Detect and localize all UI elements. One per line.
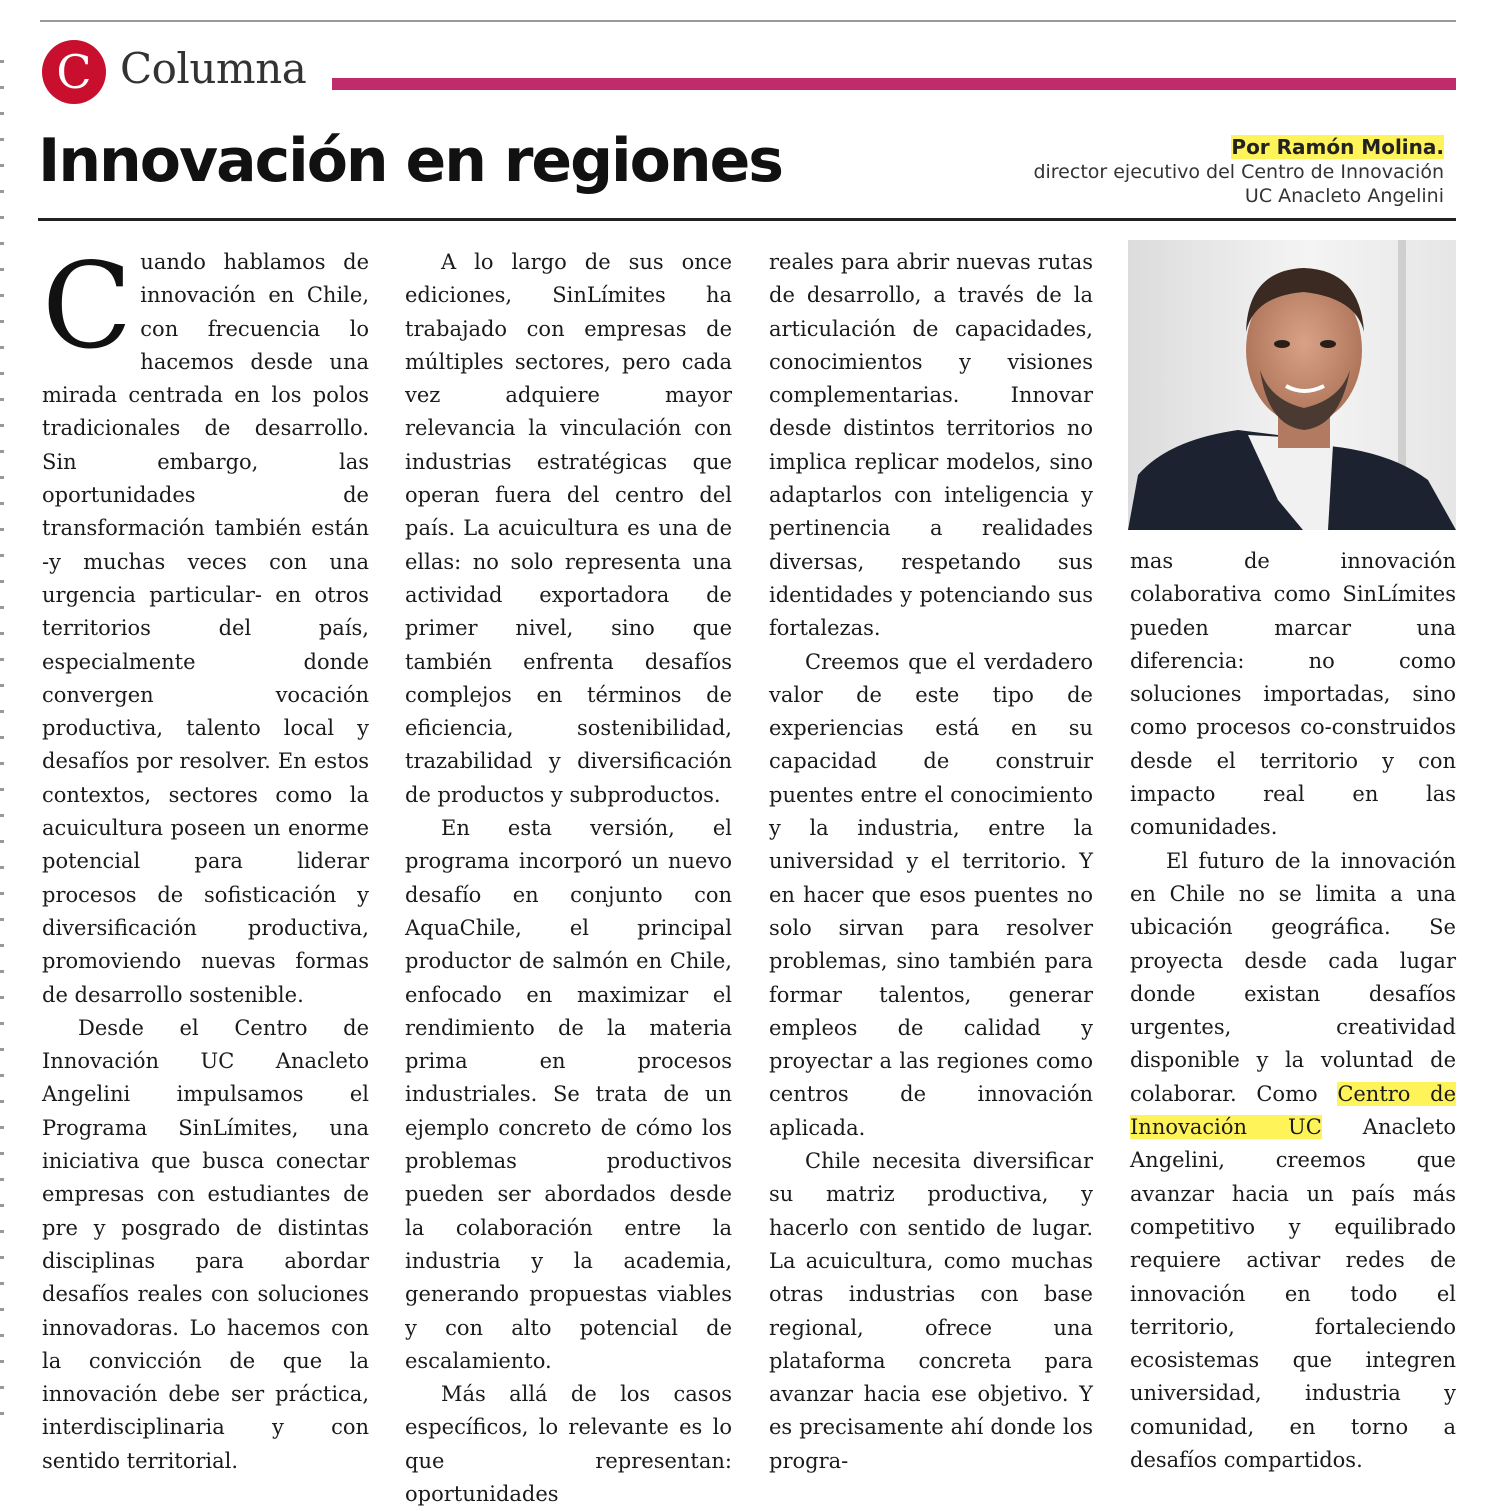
article-column-3: [769, 246, 1093, 1478]
paragraph-7b: mas de innovación colaborativa como SinLímites pueden marcar una diferencia: no como soluciones importadas, sino como procesos co-construidos desde el territorio y con impacto real en las comunidades.: [1130, 549, 1456, 840]
author-role-2: UC Anacleto Angelini: [1244, 185, 1444, 207]
highlighted-text: Centro de Innovación UC: [1130, 1081, 1456, 1140]
headline-rule: [38, 218, 1456, 221]
paragraph-3: A lo largo de sus once ediciones, SinLímites ha trabajado con empresas de múltiples sectores, pero cada vez adquiere mayor relevancia la vinculación con industrias estratégicas que operan fuera del centro del país. La acuicultura es una de ellas: no solo representa una actividad exportadora de primer nivel, sino que también enfrenta desafíos complejos en términos de eficiencia, sostenibilidad, trazabilidad y diversificación de productos y subproductos.: [405, 250, 732, 807]
paragraph-2: Desde el Centro de Innovación UC Anacleto Angelini impulsamos el Programa SinLímites, una iniciativa que busca conectar empresas con estudiantes de pre y posgrado de distintas disciplinas para abordar desafíos reales con soluciones innovadoras. Lo hacemos con la convicción de que la innovación debe ser práctica, interdisciplinaria y con sentido territorial.: [42, 1015, 369, 1473]
author-name: Por Ramón Molina.: [1231, 135, 1444, 159]
section-bar: [332, 78, 1456, 90]
paragraph-1: Cuando hablamos de innovación en Chile, con frecuencia lo hacemos desde una mirada centrada en los polos tradicionales de desarrollo. Sin embargo, las oportunidades de transformación también están -y muchas veces con una urgencia particular- en otros territorios del país, especialmente donde convergen vocación productiva, talento local y desafíos por resolver. En estos contextos, sectores como la acuicultura poseen un enorme potencial para liderar procesos de sofisticación y diversificación productiva, promoviendo nuevas formas de desarrollo sostenible.: [42, 237, 369, 1007]
drop-cap: C: [42, 237, 133, 375]
section-label: Columna: [120, 44, 307, 93]
paragraph-6: Creemos que el verdadero valor de este tipo de experiencias está en su capacidad de construir puentes entre el conocimiento y la industria, entre la universidad y el territorio. Y en hacer que esos puentes no solo sirvan para resolver problemas, sino también para formar talentos, generar empleos de calidad y proyectar a las regiones como centros de innovación aplicada.: [769, 649, 1093, 1140]
article-column-2: [405, 246, 732, 1511]
author-role-1: director ejecutivo del Centro de Innovación: [1033, 161, 1444, 183]
paragraph-5a: Más allá de los casos específicos, lo relevante es lo que representan: oportunidades: [405, 1382, 732, 1506]
paragraph-8: El futuro de la innovación en Chile no se limita a una ubicación geográfica. Se proyecta desde cada lugar donde existan desafíos urgentes, creatividad disponible y la voluntad de colaborar. Como Centro de Innovación UC Anacleto Angelini, creemos que avanzar hacia un país más competitivo y equilibrado requiere activar redes de innovación en todo el territorio, fortaleciendo ecosistemas que integren universidad, industria y comunidad, en torno a desafíos compartidos.: [1130, 848, 1456, 1473]
author-photo: [1128, 240, 1456, 530]
article-column-4: [1130, 545, 1456, 1477]
section-badge: C: [42, 40, 106, 104]
paragraph-4: En esta versión, el programa incorporó un nuevo desafío en conjunto con AquaChile, el principal productor de salmón en Chile, enfocado en maximizar el rendimiento de la materia prima en procesos industriales. Se trata de un ejemplo concreto de cómo los problemas productivos pueden ser abordados desde la colaboración entre la industria y la academia, generando propuestas viables y con alto potencial de escalamiento.: [405, 816, 732, 1373]
paragraph-5b: reales para abrir nuevas rutas de desarrollo, a través de la articulación de capacidades, conocimientos y visiones complementarias. Innovar desde distintos territorios no implica replicar modelos, sino adaptarlos con inteligencia y pertinencia a realidades diversas, respetando sus identidades y potenciando sus fortalezas.: [769, 250, 1093, 641]
page-edge-marks: [0, 60, 4, 1420]
headline: Innovación en regiones: [38, 126, 782, 196]
article-column-1: [42, 237, 369, 1478]
byline: [1033, 134, 1444, 208]
paragraph-7a: Chile necesita diversificar su matriz productiva, y hacerlo con sentido de lugar. La acuicultura, como muchas otras industrias con base regional, ofrece una plataforma concreta para avanzar hacia ese objetivo. Y es precisamente ahí donde los progra-: [769, 1149, 1093, 1473]
top-rule: [40, 20, 1456, 22]
